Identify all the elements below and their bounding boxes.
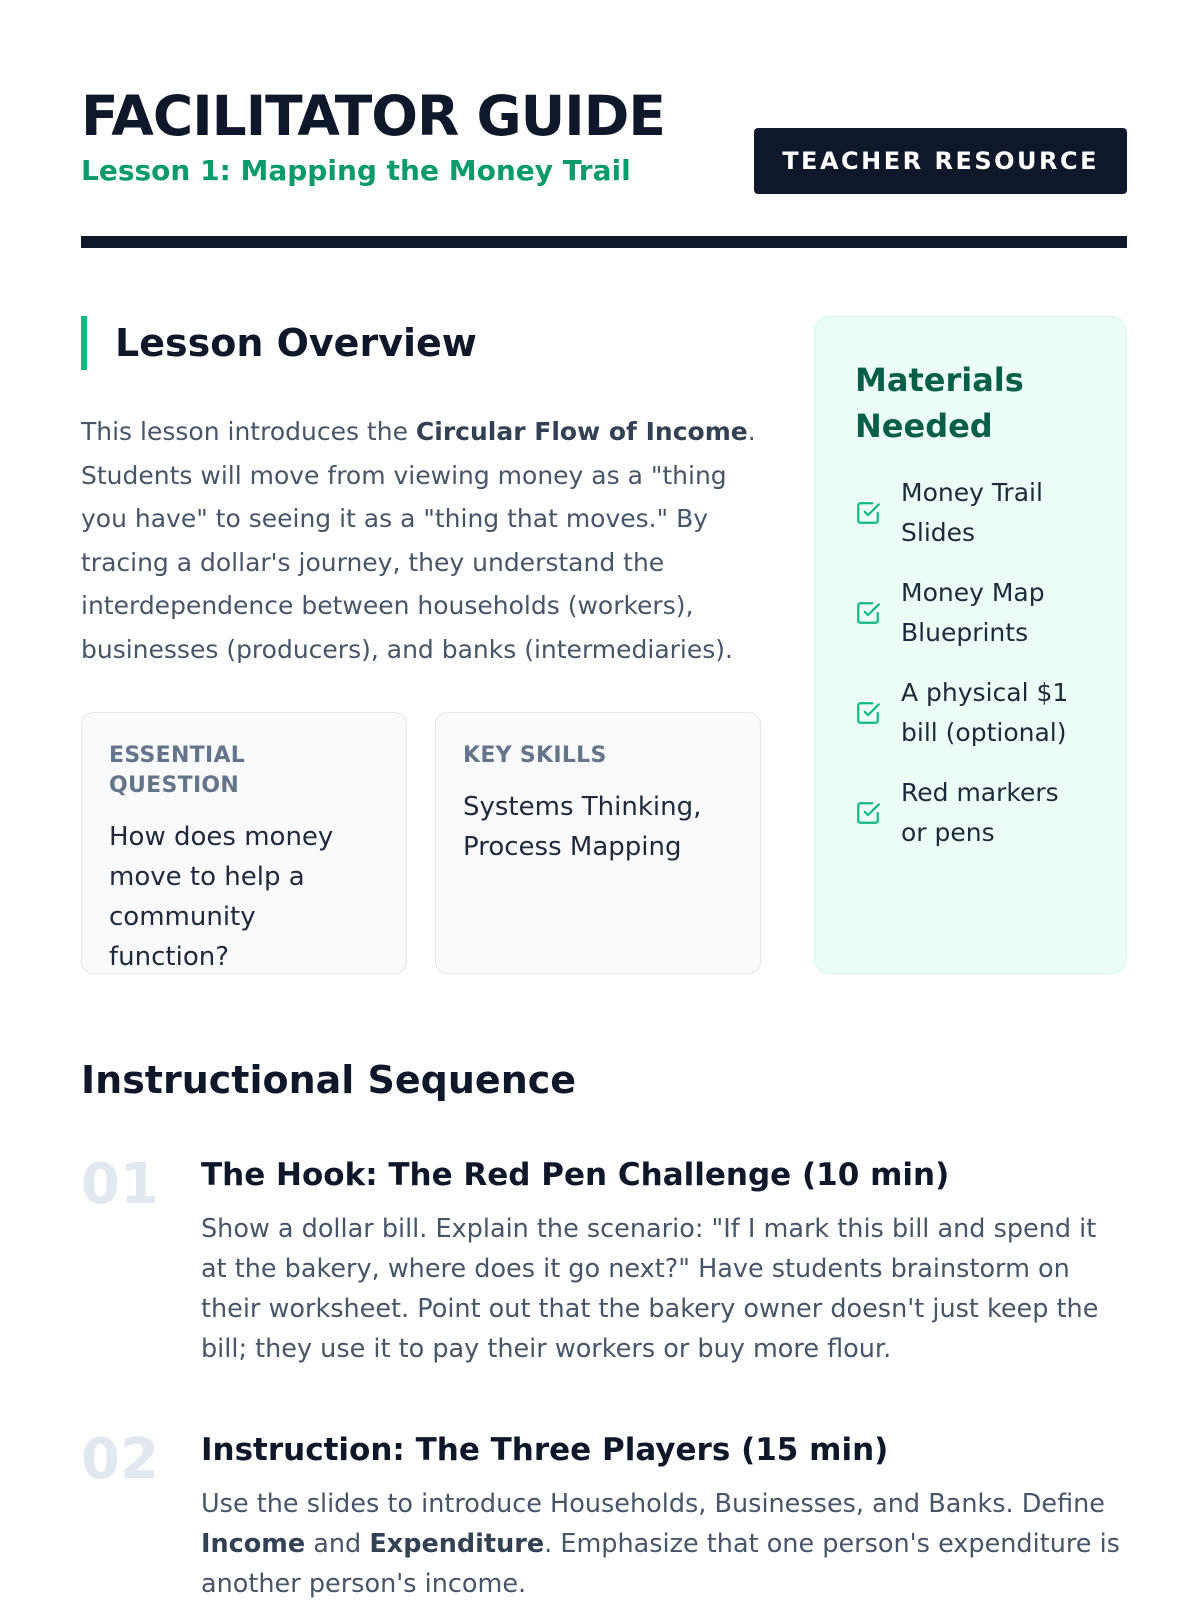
step-text: [201, 1484, 1127, 1600]
materials-list: [855, 473, 1086, 853]
page-header: [81, 84, 1127, 248]
overview-title: Lesson Overview: [115, 321, 477, 365]
key-skills-card: [435, 712, 761, 974]
key-skills-text: Systems Thinking, Process Mapping: [463, 792, 702, 862]
teacher-resource-badge: TEACHER RESOURCE: [754, 128, 1127, 194]
essential-question-text: How does money move to help a community function?: [109, 822, 334, 972]
step-text-3: . Emphasize that one person's expenditure is another person's income.: [201, 1529, 1120, 1599]
step-title: The Hook: The Red Pen Challenge (10 min): [201, 1157, 950, 1193]
overview-cards: [81, 712, 761, 974]
key-skills-label: KEY SKILLS: [463, 743, 607, 768]
overview-paragraph: [81, 410, 761, 671]
materials-panel: [814, 316, 1127, 974]
materials-item: [855, 773, 1086, 853]
essential-question-card: [81, 712, 407, 974]
materials-item: [855, 673, 1086, 753]
step-text-2: and: [305, 1529, 370, 1559]
materials-item: [855, 573, 1086, 653]
overview-text-1: This lesson introduces the: [81, 417, 416, 446]
step-number: 02: [81, 1427, 159, 1492]
lesson-overview-section: [81, 316, 761, 671]
expenditure-term: Expenditure: [369, 1529, 545, 1559]
header-divider: [81, 236, 1127, 248]
materials-item-label: Money Trail Slides: [901, 478, 1043, 547]
step-body: [201, 1428, 1127, 1600]
income-term: Income: [201, 1529, 306, 1559]
step-body: [201, 1153, 1127, 1369]
materials-title: Materials Needed: [855, 361, 1024, 445]
materials-item: [855, 473, 1086, 553]
overview-text-bold: Circular Flow of Income: [415, 417, 748, 446]
materials-item-label: Money Map Blueprints: [901, 578, 1045, 647]
lesson-subtitle: Lesson 1: Mapping the Money Trail: [81, 154, 631, 187]
page-title: FACILITATOR GUIDE: [81, 84, 665, 148]
step-title: Instruction: The Three Players (15 min): [201, 1432, 889, 1468]
overview-accent-bar: [81, 316, 87, 370]
overview-heading: [81, 316, 761, 370]
essential-question-label: ESSENTIAL QUESTION: [109, 743, 246, 798]
materials-item-label: Red markers or pens: [901, 778, 1059, 847]
step-text-1: Use the slides to introduce Households, Businesses, and Banks. Define: [201, 1489, 1105, 1519]
materials-item-label: A physical $1 bill (optional): [901, 678, 1069, 747]
check-square-icon: [855, 700, 881, 726]
overview-text-2: . Students will move from viewing money as a "thing you have" to seeing it as a "thing that moves." By tracing a dollar's journey, they understand the interdependence between households (workers), businesses (producers), and banks (intermediaries).: [81, 417, 756, 664]
check-square-icon: [855, 500, 881, 526]
step-text: Show a dollar bill. Explain the scenario: "If I mark this bill and spend it at the bakery, where does it go next?" Have students brainstorm on their worksheet. Point out that the bakery owner doesn't just keep the bill; they use it to pay their workers or buy more flour.: [201, 1214, 1099, 1364]
check-square-icon: [855, 800, 881, 826]
instructional-sequence-title: Instructional Sequence: [81, 1058, 577, 1102]
check-square-icon: [855, 600, 881, 626]
step-number: 01: [81, 1152, 159, 1217]
